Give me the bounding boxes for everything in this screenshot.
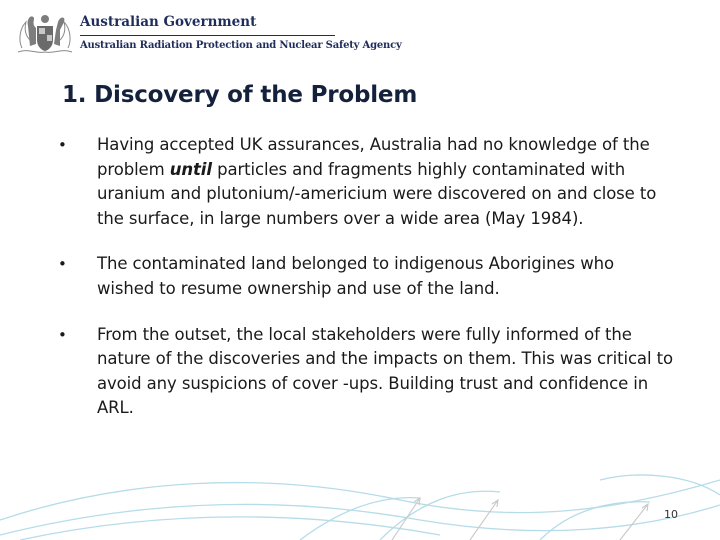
bullet-item	[56, 252, 676, 301]
bullet-text: The contaminated land belonged to indigenous Aborigines who wished to resume ownership and use of the land.	[97, 254, 614, 298]
bullet-item	[56, 323, 676, 421]
coat-of-arms-icon	[14, 8, 76, 58]
government-title: Australian Government	[80, 14, 257, 30]
bullet-text: particles and fragments highly contaminated with uranium and plutonium/-americium were discovered on and close to the surface, in large numbers over a wide area (May 1984).	[97, 159, 657, 228]
bullet-emphasis: until	[169, 159, 212, 179]
slide-title: 1. Discovery of the Problem	[62, 82, 418, 108]
decorative-swirl-graphic	[0, 440, 720, 540]
bullet-marker: •	[58, 136, 67, 154]
bullet-item	[56, 133, 676, 231]
bullet-list	[56, 133, 676, 421]
agency-title: Australian Radiation Protection and Nuclear Safety Agency	[80, 40, 402, 51]
bullet-text: Having accepted UK assurances, Australia had no knowledge of the problem	[97, 135, 650, 179]
bullet-text: From the outset, the local stakeholders were fully informed of the nature of the discoveries and the impacts on them. This was critical to avoid any suspicions of cover -ups. Building trust and confidence in ARL.	[97, 324, 673, 418]
header	[0, 0, 720, 62]
page-number: 10	[664, 508, 678, 521]
header-divider	[80, 35, 335, 36]
bullet-marker: •	[58, 325, 67, 344]
bullet-marker: •	[58, 255, 67, 274]
